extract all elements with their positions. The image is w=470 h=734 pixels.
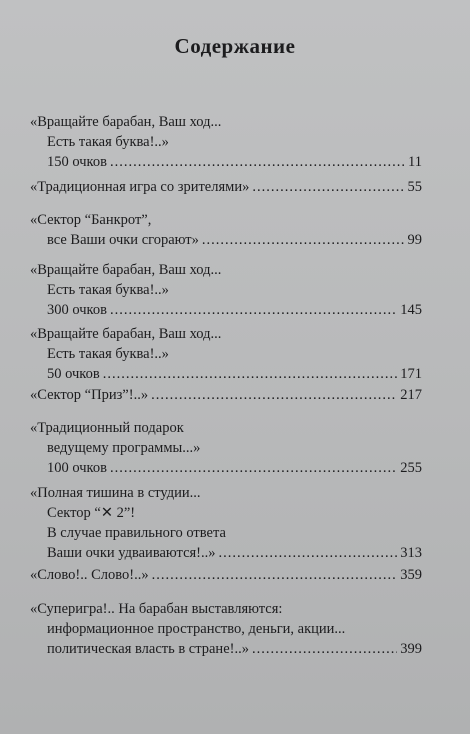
toc-entry: [30, 565, 422, 585]
dot-leader: [152, 565, 398, 585]
toc-entry: [30, 177, 422, 197]
dot-leader: [103, 364, 398, 384]
toc-entry-last-line: [30, 639, 422, 659]
page-number: 171: [400, 366, 422, 382]
toc-entry-line: В случае правильного ответа: [47, 525, 226, 541]
page-title: Содержание: [174, 34, 296, 58]
toc-entry-last-line: [30, 543, 422, 563]
toc-entry-line: ведущему программы...»: [47, 440, 201, 456]
toc-entry-last-line: [30, 152, 422, 172]
dot-leader: [252, 639, 397, 659]
toc-entry-last-line: [30, 364, 422, 384]
toc-entry-line: «Традиционная игра со зрителями»: [30, 179, 250, 195]
toc-entry-line: «Сектор “Банкрот”,: [30, 212, 152, 228]
toc-entry-line: Сектор “✕ 2”!: [47, 505, 136, 521]
toc-entry: [30, 324, 422, 384]
toc-entry: [30, 112, 422, 172]
dot-leader: [202, 230, 405, 250]
toc-entry-line: Есть такая буква!..»: [47, 346, 169, 362]
toc-entry-line: «Вращайте барабан, Ваш ход...: [30, 326, 222, 342]
toc-entry-last-line: [30, 565, 422, 585]
dot-leader: [219, 543, 398, 563]
page-number: 255: [400, 460, 422, 476]
toc-entry-line: 100 очков: [47, 460, 107, 476]
page-number: 359: [400, 567, 422, 583]
toc-entry-line: все Ваши очки сгорают»: [47, 232, 199, 248]
dot-leader: [110, 300, 397, 320]
toc-entry-line: политическая власть в стране!..»: [47, 641, 249, 657]
toc-entry-line: «Вращайте барабан, Ваш ход...: [30, 262, 222, 278]
toc-entry-line: 50 очков: [47, 366, 100, 382]
toc-entry: [30, 210, 422, 250]
toc-entry: [30, 418, 422, 478]
page-number: 145: [400, 302, 422, 318]
page-number: 217: [400, 387, 422, 403]
page-number: 313: [400, 545, 422, 561]
page-number: 399: [400, 641, 422, 657]
dot-leader: [151, 385, 397, 405]
toc-entry-line: «Слово!.. Слово!..»: [30, 567, 149, 583]
toc-entry: [30, 385, 422, 405]
toc-entry-line: Есть такая буква!..»: [47, 282, 169, 298]
toc-entry-line: «Полная тишина в студии...: [30, 485, 201, 501]
toc-entry-last-line: [30, 177, 422, 197]
dot-leader: [110, 458, 397, 478]
toc-entry-line: информационное пространство, деньги, акции...: [47, 621, 346, 637]
toc-entry-last-line: [30, 458, 422, 478]
toc-entry-line: «Сектор “Приз”!..»: [30, 387, 149, 403]
toc-entry-last-line: [30, 300, 422, 320]
toc-entry-line: 300 очков: [47, 302, 107, 318]
toc-entry: [30, 260, 422, 320]
toc-entry: [30, 483, 422, 563]
page-number: 11: [408, 154, 422, 170]
toc-entry-line: «Суперигра!.. На барабан выставляются:: [30, 601, 283, 617]
page-number: 99: [407, 232, 422, 248]
toc-entry-line: 150 очков: [47, 154, 107, 170]
page-number: 55: [407, 179, 422, 195]
dot-leader: [252, 177, 404, 197]
toc-entry-line: Ваши очки удваиваются!..»: [47, 545, 216, 561]
toc-entry-last-line: [30, 230, 422, 250]
dot-leader: [110, 152, 405, 172]
toc-entry-line: Есть такая буква!..»: [47, 134, 169, 150]
toc-entry-line: «Вращайте барабан, Ваш ход...: [30, 114, 222, 130]
toc-entry-line: «Традиционный подарок: [30, 420, 184, 436]
toc-entry-last-line: [30, 385, 422, 405]
toc-entry: [30, 599, 422, 659]
